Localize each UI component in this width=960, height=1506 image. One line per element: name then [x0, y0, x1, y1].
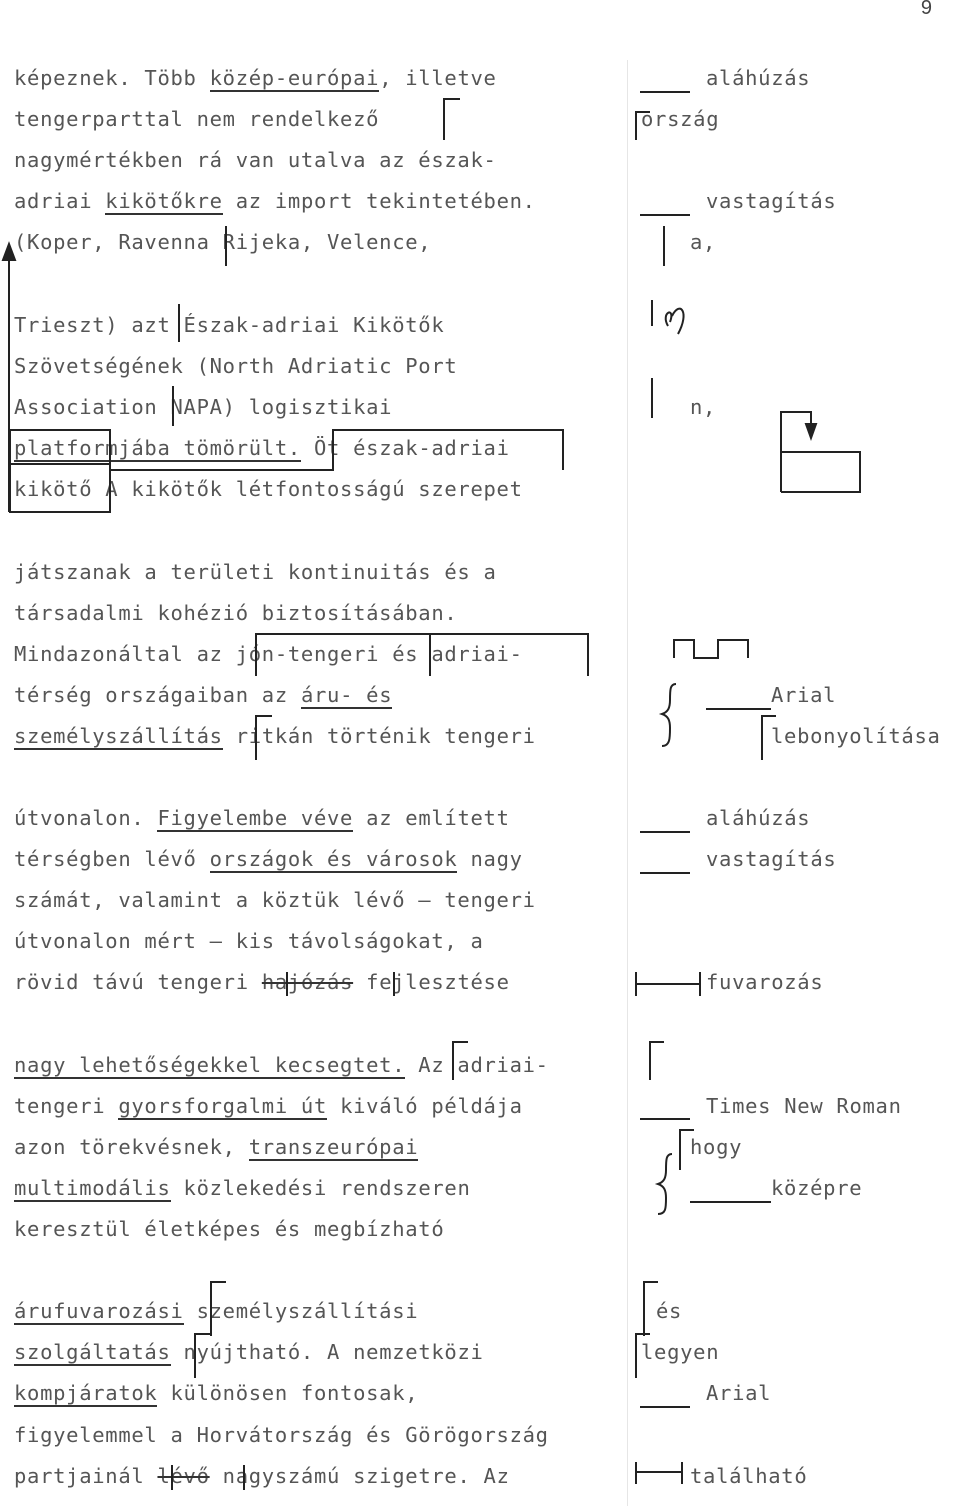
text-line: képeznek. Több közép-európai, illetve	[14, 66, 497, 90]
text-line: rövid távú tengeri hajózás fejlesztése	[14, 970, 510, 994]
margin-note: aláhúzás	[706, 66, 811, 90]
text-line: multimodális közlekedési rendszeren	[14, 1176, 471, 1200]
deleted-text: hajózás	[261, 970, 354, 994]
margin-note: Arial	[771, 683, 837, 707]
text-line: Mindazonáltal az jón-tengeri és adriai-	[14, 642, 523, 666]
margin-note: ország	[641, 107, 720, 131]
text-line: azon törekvésnek, transzeurópai	[14, 1135, 419, 1159]
deleted-text: lévő	[157, 1464, 210, 1488]
text-line: számát, valamint a köztük lévő – tengeri	[14, 888, 536, 912]
text-line: figyelemmel a Horvátország és Görögország	[14, 1423, 549, 1447]
text-line: tengeri gyorsforgalmi út kiváló példája	[14, 1094, 523, 1118]
text-line: partjainál lévő nagyszámú szigetre. Az	[14, 1464, 510, 1488]
text-line: (Koper, Ravenna Rijeka, Velence,	[14, 230, 432, 254]
text-line: szolgáltatás nyújtható. A nemzetközi	[14, 1340, 484, 1364]
margin-note: Times New Roman	[706, 1094, 902, 1118]
margin-note: lebonyolítása	[771, 724, 941, 748]
text-line: nagy lehetőségekkel kecsegtet. Az adriai-	[14, 1053, 549, 1077]
transposition-marks	[10, 412, 860, 512]
text-line: platformjába tömörült. Öt észak-adriai	[14, 436, 510, 460]
text-line: útvonalon mért – kis távolságokat, a	[14, 929, 484, 953]
margin-note: legyen	[641, 1340, 720, 1364]
page-number: 9	[920, 0, 932, 19]
left-arrow-mark	[3, 244, 15, 512]
text-line: Association NAPA) logisztikai	[14, 395, 393, 419]
margin-note: és	[656, 1299, 683, 1323]
text-line: Szövetségének (North Adriatic Port	[14, 354, 458, 378]
text-line: útvonalon. Figyelembe véve az említett	[14, 806, 510, 830]
text-line: társadalmi kohézió biztosításában.	[14, 601, 458, 625]
text-line: nagymértékben rá van utalva az észak-	[14, 148, 497, 172]
margin-note: vastagítás	[706, 847, 837, 871]
text-line: adriai kikötőkre az import tekintetében.	[14, 189, 536, 213]
text-line: tengerparttal nem rendelkező	[14, 107, 380, 131]
text-line: Trieszt) azt Észak-adriai Kikötők	[14, 313, 445, 337]
text-line: keresztül életképes és megbízható	[14, 1217, 445, 1241]
text-line: kompjáratok különösen fontosak,	[14, 1381, 419, 1405]
margin-note: vastagítás	[706, 189, 837, 213]
margin-underline-marks	[640, 92, 771, 1407]
deletion-marks	[172, 972, 700, 1490]
margin-note: a,	[690, 230, 717, 254]
margin-note: hogy	[690, 1135, 743, 1159]
margin-note: n,	[690, 395, 717, 419]
insertion-marks	[173, 99, 776, 1378]
margin-note: Arial	[706, 1381, 772, 1405]
margin-note: fuvarozás	[706, 970, 824, 994]
text-line: játszanak a területi kontinuitás és a	[14, 560, 497, 584]
margin-note: található	[690, 1464, 808, 1488]
brace-marks	[658, 684, 676, 1214]
margin-note: középre	[771, 1176, 863, 1200]
text-line: személyszállítás ritkán történik tengeri	[14, 724, 536, 748]
margin-note: aláhúzás	[706, 806, 811, 830]
text-line: térségben lévő országok és városok nagy	[14, 847, 523, 871]
text-line: árufuvarozási személyszállítási	[14, 1299, 419, 1323]
text-line: kikötő A kikötők létfontosságú szerepet	[14, 477, 523, 501]
text-line: térség országaiban az áru- és	[14, 683, 393, 707]
